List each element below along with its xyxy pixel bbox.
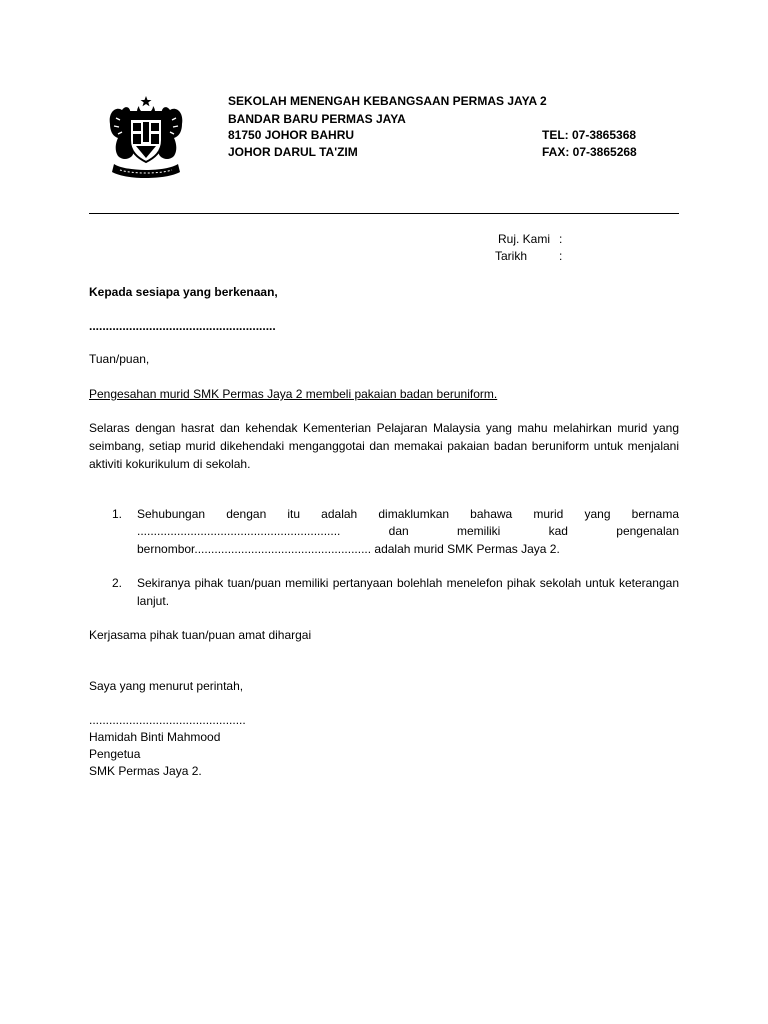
closing-remark: Kerjasama pihak tuan/puan amat dihargai <box>89 628 312 642</box>
reference-colon: : <box>559 232 563 246</box>
addressee: Kepada sesiapa yang berkenaan, <box>89 285 278 299</box>
address-line-2: 81750 JOHOR BAHRU <box>228 128 355 142</box>
item-1-line-3: bernombor..................................................... adalah murid SMK Permas Jaya 2. <box>137 542 560 556</box>
telephone-number: TEL: 07-3865368 <box>542 128 637 142</box>
signature-line: ............................................... <box>89 713 246 727</box>
salutation: Tuan/puan, <box>89 352 150 366</box>
sign-off: Saya yang menurut perintah, <box>89 679 244 693</box>
malaysia-coat-of-arms-icon <box>106 94 186 180</box>
reference-label: Ruj. Kami <box>498 232 551 246</box>
signatory-school: SMK Permas Jaya 2. <box>89 764 202 778</box>
subject-line: Pengesahan murid SMK Permas Jaya 2 membeli pakaian badan beruniform. <box>89 387 498 401</box>
item-2-number: 2. <box>112 576 123 590</box>
item-2-text: Sekiranya pihak tuan/puan memiliki pertanyaan bolehlah menelefon pihak sekolah untuk keterangan lanjut. <box>137 576 679 608</box>
date-colon: : <box>559 249 563 263</box>
item-1-number: 1. <box>112 507 123 521</box>
date-label: Tarikh <box>495 249 528 263</box>
address-line-1: BANDAR BARU PERMAS JAYA <box>228 112 406 126</box>
school-name: SEKOLAH MENENGAH KEBANGSAAN PERMAS JAYA 2 <box>228 94 547 108</box>
item-1-line-2: ............................................................. dan memiliki kad pengenalan <box>137 524 679 538</box>
signatory-name: Hamidah Binti Mahmood <box>89 730 221 744</box>
fax-number: FAX: 07-3865268 <box>542 145 637 159</box>
header-divider <box>89 213 679 214</box>
address-line-3: JOHOR DARUL TA'ZIM <box>228 145 358 159</box>
item-1-line-1: Sehubungan dengan itu adalah dimaklumkan bahawa murid yang bernama <box>137 507 679 521</box>
intro-paragraph: Selaras dengan hasrat dan kehendak Kementerian Pelajaran Malaysia yang mahu melahirkan murid yang seimbang, setiap murid dikehendaki menganggotai dan memakai pakaian badan beruniform untuk menjalani aktiviti kokurikulum di sekolah. <box>89 421 679 471</box>
addressee-blank: ........................................................ <box>89 319 276 333</box>
signatory-title: Pengetua <box>89 747 141 761</box>
